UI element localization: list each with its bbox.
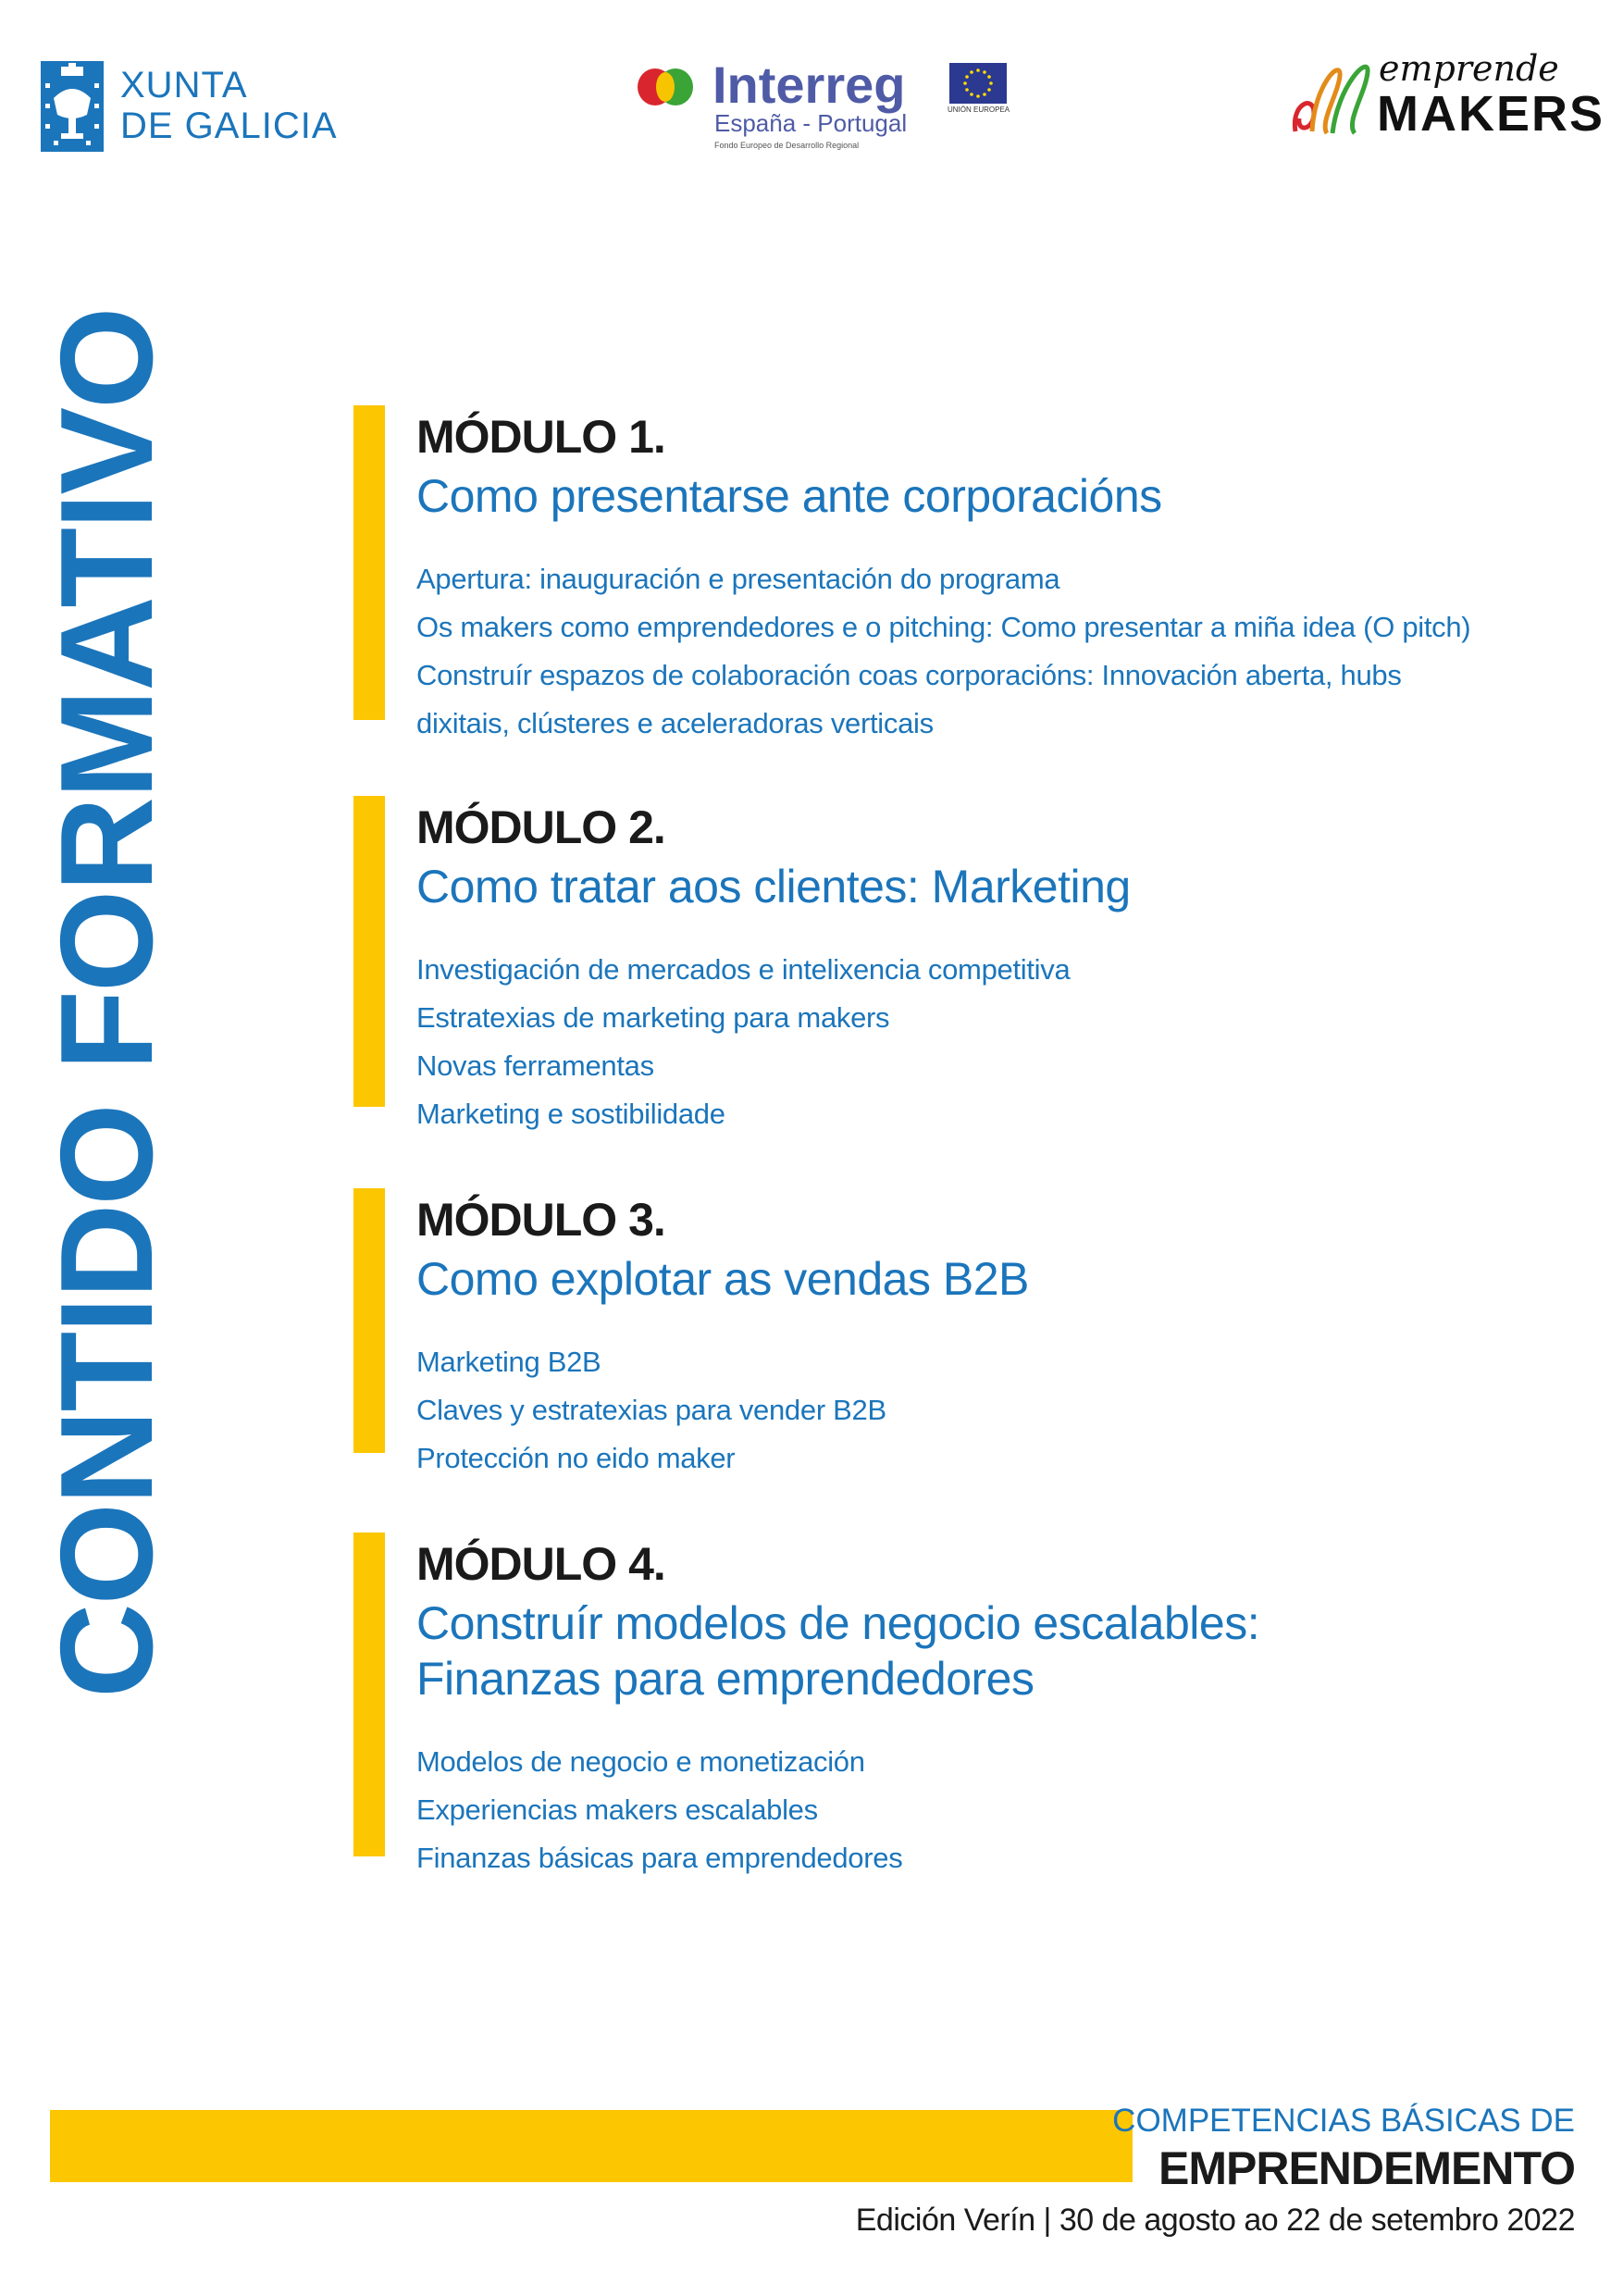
makers-swirl-icon xyxy=(1286,48,1388,141)
module-title-line-2: Finanzas para emprendedores xyxy=(416,1653,1035,1705)
interreg-name: Interreg xyxy=(712,56,906,114)
module-item: Novas ferramentas xyxy=(416,1049,654,1082)
module-title-line-1: Construír modelos de negocio escalables: xyxy=(416,1597,1260,1649)
module-4 xyxy=(353,1533,1575,1874)
module-1 xyxy=(353,405,1575,739)
module-item: Claves y estratexias para vender B2B xyxy=(416,1394,886,1426)
footer-program-line2: EMPRENDEMENTO xyxy=(1158,2142,1575,2194)
xunta-line1: XUNTA xyxy=(120,65,248,105)
module-item: Marketing B2B xyxy=(416,1346,601,1378)
module-accent-bar xyxy=(353,1188,385,1453)
module-3 xyxy=(353,1188,1575,1474)
eu-flag-icon xyxy=(949,63,1007,104)
footer-accent-bar xyxy=(50,2110,1133,2182)
interreg-subtitle: España - Portugal xyxy=(714,109,908,137)
eu-label: UNIÓN EUROPEA xyxy=(948,105,1010,114)
side-title: CONTIDO FORMATIVO xyxy=(33,308,180,1698)
xunta-line2: DE GALICIA xyxy=(120,105,338,146)
module-title: Como presentarse ante corporacións xyxy=(416,470,1162,522)
module-label: MÓDULO 4. xyxy=(416,1538,665,1590)
module-item: Protección no eido maker xyxy=(416,1442,736,1474)
module-item: Construír espazos de colaboración coas corporacións: Innovación aberta, hubs xyxy=(416,659,1402,691)
footer-edition: Edición Verín | 30 de agosto ao 22 de setembro 2022 xyxy=(855,2203,1575,2238)
module-item: dixitais, clústeres e aceleradoras verticais xyxy=(416,707,934,739)
module-accent-bar xyxy=(353,405,385,720)
module-item: Modelos de negocio e monetización xyxy=(416,1745,865,1778)
interreg-mark-icon xyxy=(637,65,696,109)
emprende-makers-logo xyxy=(1286,48,1605,150)
module-item: Marketing e sostibilidade xyxy=(416,1098,725,1130)
makers-bottom-text: MAKERS xyxy=(1377,86,1605,142)
module-accent-bar xyxy=(353,1533,385,1856)
module-label: MÓDULO 3. xyxy=(416,1194,665,1246)
footer-program-line1: COMPETENCIAS BÁSICAS DE xyxy=(1112,2103,1575,2139)
galicia-shield-icon xyxy=(41,61,104,152)
interreg-logo xyxy=(637,57,1025,159)
module-accent-bar xyxy=(353,796,385,1107)
interreg-fund-text: Fondo Europeo de Desarrollo Regional xyxy=(714,141,860,150)
module-item: Apertura: inauguración e presentación do programa xyxy=(416,563,1060,595)
module-2 xyxy=(353,796,1575,1130)
module-item: Finanzas básicas para emprendedores xyxy=(416,1842,903,1874)
makers-top-text: emprende xyxy=(1379,48,1559,89)
module-title: Como explotar as vendas B2B xyxy=(416,1253,1029,1305)
module-label: MÓDULO 1. xyxy=(416,411,665,463)
module-label: MÓDULO 2. xyxy=(416,801,665,853)
module-item: Os makers como emprendedores e o pitching: Como presentar a miña idea (O pitch) xyxy=(416,611,1471,643)
module-item: Investigación de mercados e intelixencia competitiva xyxy=(416,953,1071,986)
module-item: Experiencias makers escalables xyxy=(416,1793,818,1826)
module-item: Estratexias de marketing para makers xyxy=(416,1001,890,1034)
xunta-logo xyxy=(41,61,374,163)
module-title: Como tratar aos clientes: Marketing xyxy=(416,861,1131,912)
